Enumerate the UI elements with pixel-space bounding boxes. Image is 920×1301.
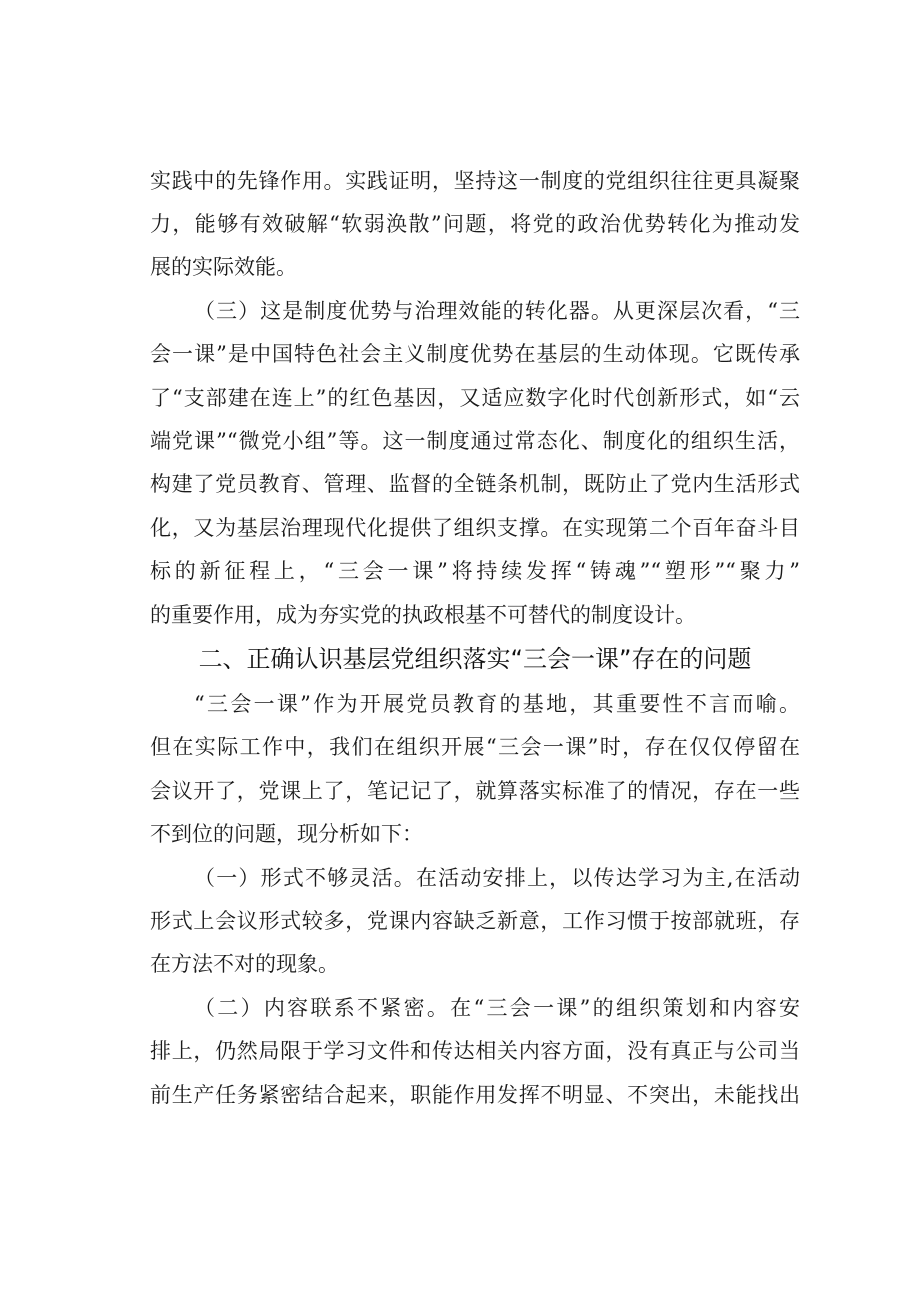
- body-line: 会一课”是中国特色社会主义制度优势在基层的生动体现。它既传承: [150, 342, 800, 366]
- body-line: 端党课”“微党小组”等。这一制度通过常态化、制度化的组织生活，: [150, 429, 800, 453]
- body-line: 构建了党员教育、管理、监督的全链条机制，既防止了党内生活形式: [150, 472, 800, 496]
- body-line: （二）内容联系不紧密。在“三会一课”的组织策划和内容安: [194, 996, 800, 1020]
- body-line: 力，能够有效破解“软弱涣散”问题，将党的政治优势转化为推动发: [150, 212, 800, 236]
- body-line: 在方法不对的现象。: [150, 952, 339, 976]
- body-line: 化，又为基层治理现代化提供了组织支撑。在实现第二个百年奋斗目: [150, 516, 800, 540]
- body-line: 前生产任务紧密结合起来，职能作用发挥不明显、不突出，未能找出: [150, 1083, 800, 1107]
- section-heading: 二、正确认识基层党组织落实“三会一课”存在的问题: [198, 645, 752, 673]
- body-line: 的重要作用，成为夯实党的执政根基不可替代的制度设计。: [150, 603, 696, 627]
- body-line: （三）这是制度优势与治理效能的转化器。从更深层次看，“三: [194, 299, 800, 323]
- body-line: 排上，仍然局限于学习文件和传达相关内容方面，没有真正与公司当: [150, 1039, 800, 1063]
- body-line: 实践中的先锋作用。实践证明，坚持这一制度的党组织往往更具凝聚: [150, 169, 800, 193]
- body-line: 展的实际效能。: [150, 255, 297, 279]
- body-line: 形式上会议形式较多，党课内容缺乏新意，工作习惯于按部就班，存: [150, 909, 800, 933]
- body-line: 不到位的问题，现分析如下：: [150, 822, 423, 846]
- body-line: （一）形式不够灵活。在活动安排上，以传达学习为主,在活动: [194, 866, 800, 890]
- body-line: 但在实际工作中，我们在组织开展“三会一课”时，存在仅仅停留在: [150, 735, 800, 759]
- body-line: 会议开了，党课上了，笔记记了，就算落实标准了的情况，存在一些: [150, 779, 800, 803]
- body-line: “三会一课”作为开展党员教育的基地，其重要性不言而喻。: [194, 692, 800, 716]
- body-line: 了“支部建在连上”的红色基因，又适应数字化时代创新形式，如“云: [150, 386, 800, 410]
- body-line: 标的新征程上，“三会一课”将持续发挥“铸魂”“塑形”“聚力”: [150, 559, 800, 583]
